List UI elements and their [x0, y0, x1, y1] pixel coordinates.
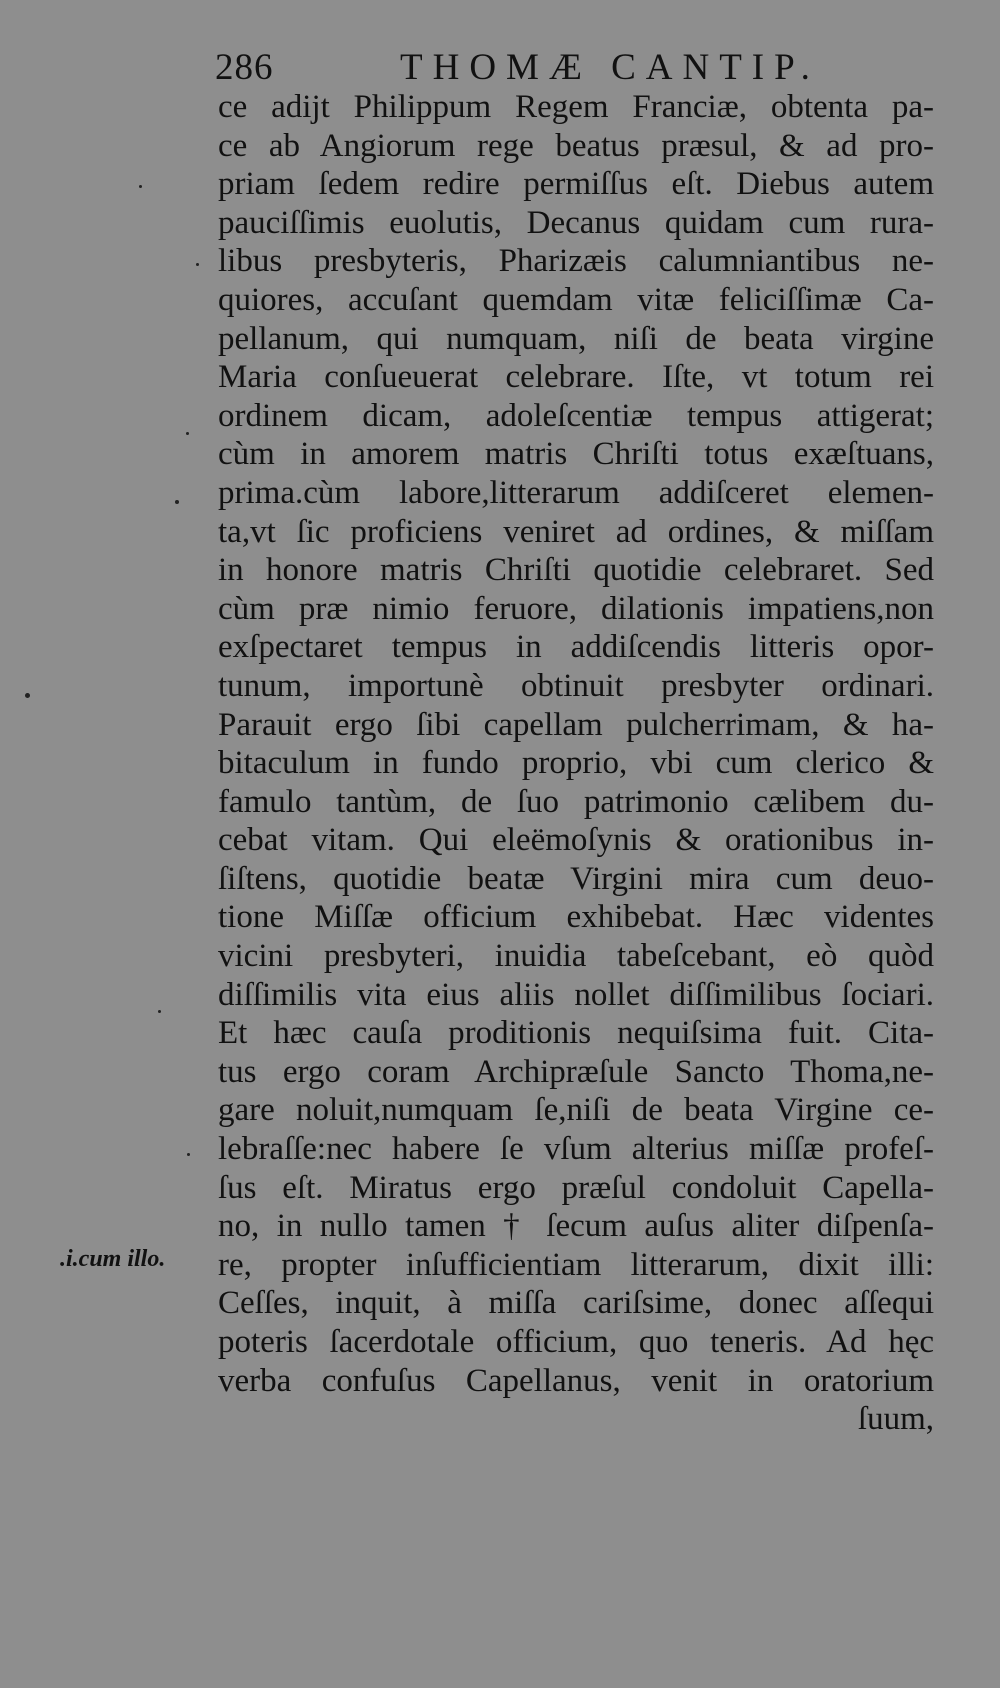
text-line: cùm in amorem matris Chriſti totus exæſtuans,	[218, 436, 934, 473]
text-line: no, in nullo tamen † ſecum auſus aliter diſpenſa-	[218, 1208, 934, 1245]
text-line: famulo tantùm, de ſuo patrimonio cælibem du-	[218, 783, 934, 820]
text-line: lebraſſe:nec habere ſe vſum alterius miſſæ profeſ-	[218, 1131, 934, 1168]
ink-speck	[25, 693, 30, 698]
body-text	[218, 88, 934, 1439]
ink-speck	[139, 185, 142, 188]
text-line: Maria conſueuerat celebrare. Iſte, vt totum rei	[218, 359, 934, 396]
text-line: Ceſſes, inquit, à miſſa cariſsime, donec aſſequi	[218, 1285, 934, 1322]
text-line: ordinem dicam, adoleſcentiæ tempus attigerat;	[218, 397, 934, 434]
text-line: exſpectaret tempus in addiſcendis litteris opor-	[218, 629, 934, 666]
ink-speck	[186, 432, 189, 435]
text-line: pauciſſimis euolutis, Decanus quidam cum rura-	[218, 204, 934, 241]
text-line: ſuum,	[857, 1401, 934, 1438]
text-line: verba confuſus Capellanus, venit in oratorium	[218, 1362, 934, 1399]
text-line: tunum, importunè obtinuit presbyter ordinari.	[218, 667, 934, 704]
text-line: cebat vitam. Qui eleëmoſynis & orationibus in-	[218, 822, 934, 859]
text-line: Et hæc cauſa proditionis nequiſsima fuit. Cita-	[218, 1015, 934, 1052]
text-line: cùm præ nimio feruore, dilationis impatiens,non	[218, 590, 934, 627]
text-line: tione Miſſæ officium exhibebat. Hæc videntes	[218, 899, 934, 936]
text-line: ſus eſt. Miratus ergo præſul condoluit Capella-	[218, 1169, 934, 1206]
text-line: poteris ſacerdotale officium, quo teneris. Ad hęc	[218, 1324, 934, 1360]
text-line: gare noluit,numquam ſe,niſi de beata Virgine ce-	[218, 1092, 934, 1129]
text-line: re, propter inſufficientiam litterarum, dixit illi:	[218, 1246, 934, 1283]
running-head: THOMÆ CANTIP.	[400, 47, 820, 88]
ink-speck	[175, 500, 179, 504]
text-line: tus ergo coram Archipræſule Sancto Thoma,ne-	[218, 1053, 934, 1090]
ink-speck	[196, 263, 199, 266]
text-line: bitaculum in fundo proprio, vbi cum clerico &	[218, 745, 934, 782]
text-line: diſſimilis vita eius aliis nollet diſſimilibus ſociari.	[218, 976, 934, 1013]
ink-speck	[158, 1010, 161, 1013]
text-line: ſiſtens, quotidie beatæ Virgini mira cum deuo-	[218, 860, 934, 897]
page-header	[215, 44, 935, 92]
text-line: Parauit ergo ſibi capellam pulcherrimam, & ha-	[218, 706, 934, 743]
text-line: pellanum, qui numquam, niſi de beata virgine	[218, 320, 934, 357]
ink-speck	[187, 1153, 190, 1156]
text-line: ce adijt Philippum Regem Franciæ, obtenta pa-	[218, 89, 934, 125]
text-line: ce ab Angiorum rege beatus præsul, & ad pro-	[218, 127, 934, 164]
text-line: priam ſedem redire permiſſus eſt. Diebus autem	[218, 166, 934, 203]
text-line: vicini presbyteri, inuidia tabeſcebant, eò quòd	[218, 938, 934, 975]
text-line: prima.cùm labore,litterarum addiſceret elemen-	[218, 474, 934, 511]
text-line: libus presbyteris, Pharizæis calumniantibus ne-	[218, 243, 934, 280]
text-line: quiores, accuſant quemdam vitæ feliciſſimæ Ca-	[218, 281, 934, 318]
text-line: ta,vt ſic proficiens veniret ad ordines, & miſſam	[218, 513, 934, 550]
text-line: in honore matris Chriſti quotidie celebraret. Sed	[218, 552, 934, 589]
page-number: 286	[215, 47, 274, 88]
marginal-note: .i.cum illo.	[60, 1246, 166, 1272]
